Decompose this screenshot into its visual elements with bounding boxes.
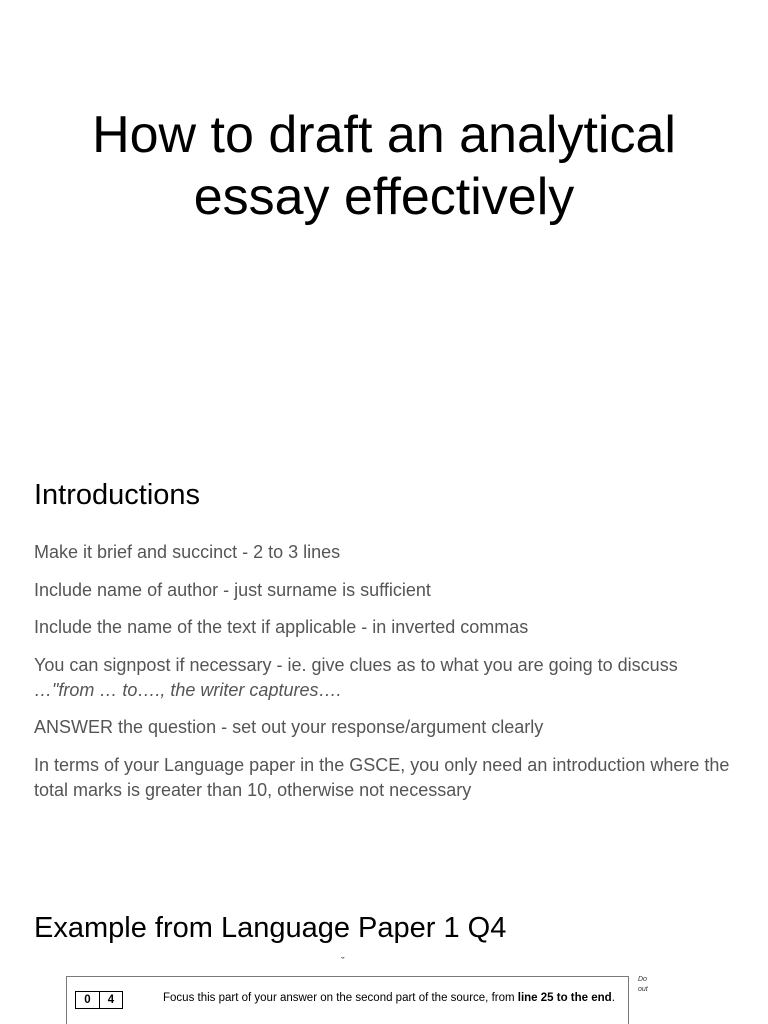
signpost-text: You can signpost if necessary - ie. give clues as to what you are going to discuss <box>34 654 678 675</box>
list-item: Include the name of the text if applicable - in inverted commas <box>34 617 529 638</box>
introductions-heading: Introductions <box>34 479 201 511</box>
list-item: Make it brief and succinct - 2 to 3 lines <box>34 542 341 562</box>
signpost-example: …"from … to…., the writer captures…. <box>34 679 342 700</box>
margin-note-line: Do <box>638 976 647 983</box>
question-text-end: . <box>611 992 615 1004</box>
question-number-box <box>75 991 123 1009</box>
question-text-bold: line 25 to the end <box>517 992 612 1004</box>
slide-title <box>0 104 768 228</box>
introductions-list <box>34 540 734 816</box>
question-text-start: Focus this part of your answer on the second part of the source, from <box>163 992 518 1004</box>
question-number-digit: 0 <box>84 994 91 1006</box>
exam-question-image <box>66 976 629 1024</box>
margin-note-line: out <box>638 986 648 993</box>
list-item <box>34 653 734 703</box>
title-line-2: essay effectively <box>193 168 575 226</box>
list-item: Include name of author - just surname is sufficient <box>34 579 431 600</box>
question-number-digit: 4 <box>99 992 122 1008</box>
caret-mark: ˇ <box>341 956 345 968</box>
title-line-1: How to draft an analytical <box>92 106 676 164</box>
list-item: ANSWER the question - set out your response/argument clearly <box>34 717 544 738</box>
exam-question-text <box>163 991 623 1006</box>
margin-note <box>638 975 648 995</box>
list-item: In terms of your Language paper in the GSCE, you only need an introduction where the total marks is greater than 10, otherwise not necessary <box>34 754 730 800</box>
example-heading: Example from Language Paper 1 Q4 <box>34 912 507 944</box>
